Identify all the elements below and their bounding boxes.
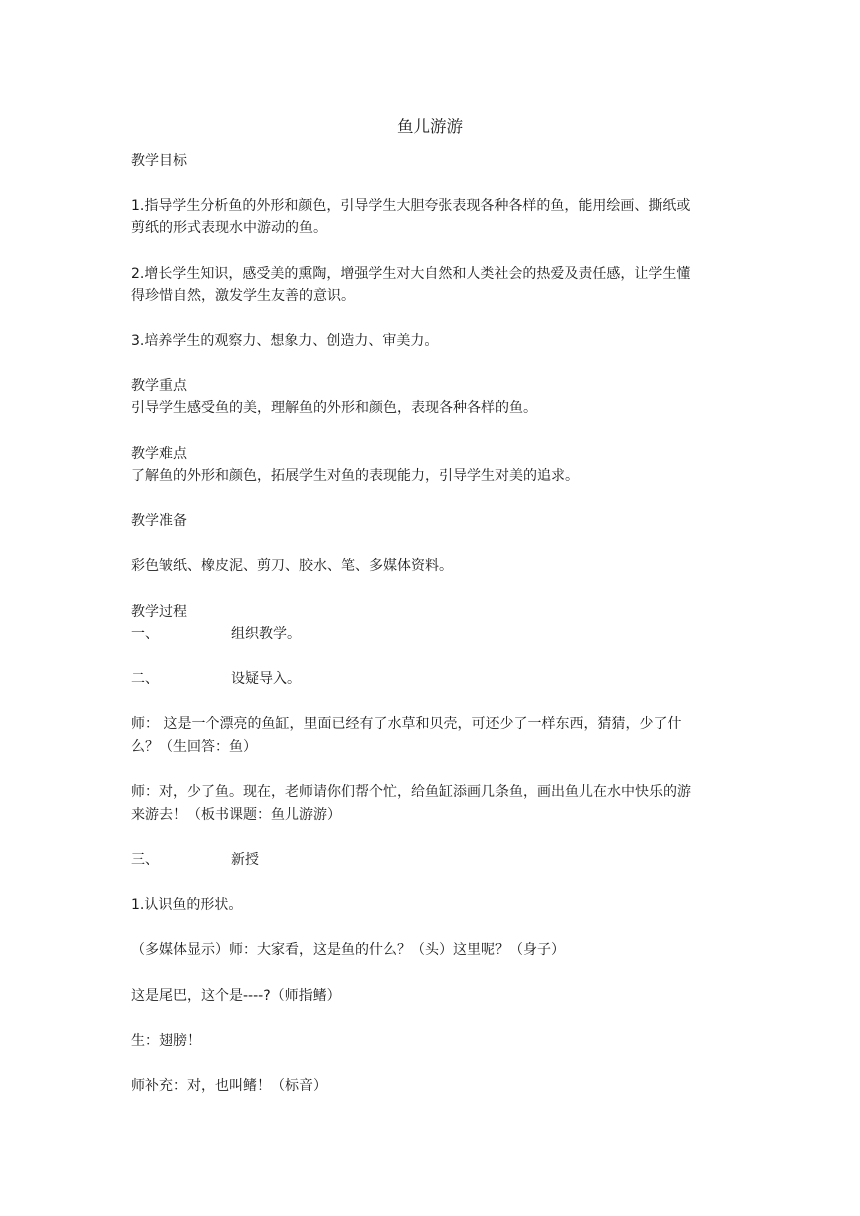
objective-1-line-1: 1.指导学生分析鱼的外形和颜色，引导学生大胆夸张表现各种各样的鱼，能用绘画、撕纸或 [131, 198, 691, 214]
step-3-text: 新授 [231, 852, 259, 868]
teacher-speech-2-line-1: 师：对，少了鱼。现在，老师请你们帮个忙，给鱼缸添画几条鱼，画出鱼儿在水中快乐的游 [131, 784, 691, 800]
objective-2-line-1: 2.增长学生知识，感受美的熏陶，增强学生对大自然和人类社会的热爱及责任感，让学生懂 [131, 266, 691, 282]
preparation-heading: 教学准备 [131, 513, 187, 529]
objectives-heading: 教学目标 [131, 153, 187, 169]
difficulty-text: 了解鱼的外形和颜色，拓展学生对鱼的表现能力，引导学生对美的追求。 [131, 468, 579, 484]
dialog-line-2: 这是尾巴，这个是----?（师指鳍） [131, 988, 341, 1004]
step-3 [131, 850, 259, 870]
teacher-speech-2-line-2: 来游去！（板书课题：鱼儿游游） [131, 807, 341, 823]
step-2-number: 二、 [131, 671, 159, 687]
step-2 [131, 669, 301, 689]
dialog-line-4: 师补充：对，也叫鳍！（标音） [131, 1078, 327, 1094]
step-2-text: 设疑导入。 [231, 671, 301, 687]
process-heading: 教学过程 [131, 604, 187, 620]
objective-1-line-2: 剪纸的形式表现水中游动的鱼。 [131, 220, 327, 236]
subsection-1: 1.认识鱼的形状。 [131, 897, 243, 913]
step-3-number: 三、 [131, 852, 159, 868]
preparation-text: 彩色皱纸、橡皮泥、剪刀、胶水、笔、多媒体资料。 [131, 558, 453, 574]
dialog-line-1: （多媒体显示）师：大家看，这是鱼的什么？（头）这里呢？（身子） [131, 942, 565, 958]
dialog-line-3: 生：翅膀！ [131, 1033, 201, 1049]
objective-3: 3.培养学生的观察力、想象力、创造力、审美力。 [131, 333, 439, 349]
step-1-number: 一、 [131, 626, 159, 642]
key-points-text: 引导学生感受鱼的美，理解鱼的外形和颜色，表现各种各样的鱼。 [131, 400, 537, 416]
objective-2-line-2: 得珍惜自然，激发学生友善的意识。 [131, 288, 355, 304]
key-points-heading: 教学重点 [131, 378, 187, 394]
difficulty-heading: 教学难点 [131, 446, 187, 462]
teacher-speech-1-line-2: 么？（生回答：鱼） [131, 739, 257, 755]
document-title: 鱼儿游游 [397, 117, 463, 136]
teacher-speech-1-line-1: 师： 这是一个漂亮的鱼缸，里面已经有了水草和贝壳，可还少了一样东西，猜猜，少了什 [131, 716, 682, 732]
step-1-text: 组织教学。 [231, 626, 301, 642]
step-1 [131, 624, 301, 644]
